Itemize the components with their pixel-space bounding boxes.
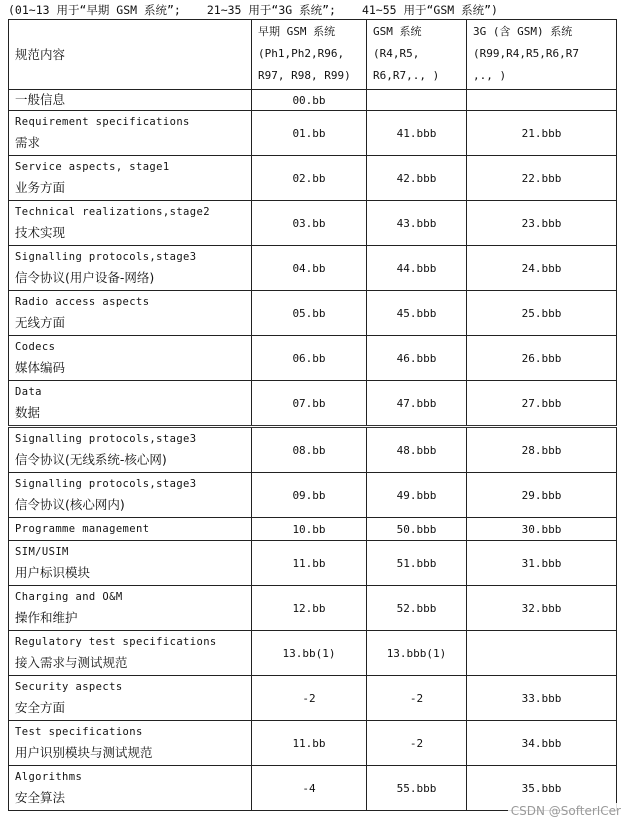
table-row (9, 676, 617, 721)
table-row (9, 721, 617, 766)
row-gsm-number: 46.bbb (367, 336, 467, 381)
row-spec-name: Security aspects 安全方面 (9, 676, 252, 721)
row-gsm-number: 51.bbb (367, 541, 467, 586)
header-early-gsm: 早期 GSM 系统 (Ph1,Ph2,R96, R97, R98, R99) (252, 20, 367, 90)
row-early-number: 00.bb (252, 90, 367, 111)
row-gsm-number: 44.bbb (367, 246, 467, 291)
watermark: CSDN @SofterICer (508, 803, 624, 819)
table-row (9, 111, 617, 156)
row-early-number: 08.bb (252, 427, 367, 473)
row-spec-name: Test specifications 用户识别模块与测试规范 (9, 721, 252, 766)
row-3g-number: 21.bbb (467, 111, 617, 156)
row-early-number: 05.bb (252, 291, 367, 336)
row-spec-name: 一般信息 (9, 90, 252, 111)
caption-part-early: (01~13 用于“早期 GSM 系统”; (8, 3, 181, 17)
row-3g-number: 30.bbb (467, 518, 617, 541)
row-gsm-number: 47.bbb (367, 381, 467, 427)
row-early-number: 10.bb (252, 518, 367, 541)
table-row (9, 156, 617, 201)
table-caption (8, 0, 628, 20)
row-3g-number: 31.bbb (467, 541, 617, 586)
row-gsm-number: -2 (367, 676, 467, 721)
table-row (9, 427, 617, 473)
row-3g-number: 23.bbb (467, 201, 617, 246)
row-3g-number (467, 631, 617, 676)
row-early-number: 04.bb (252, 246, 367, 291)
row-gsm-number: 42.bbb (367, 156, 467, 201)
header-spec-content: 规范内容 (9, 20, 252, 90)
header-row (9, 20, 617, 90)
table-row (9, 336, 617, 381)
table-row (9, 541, 617, 586)
row-early-number: 01.bb (252, 111, 367, 156)
row-spec-name: Technical realizations,stage2 技术实现 (9, 201, 252, 246)
row-gsm-number (367, 90, 467, 111)
row-gsm-number: 43.bbb (367, 201, 467, 246)
row-gsm-number: 48.bbb (367, 427, 467, 473)
table-row (9, 631, 617, 676)
row-3g-number: 25.bbb (467, 291, 617, 336)
row-gsm-number: 52.bbb (367, 586, 467, 631)
row-3g-number: 22.bbb (467, 156, 617, 201)
row-early-number: -4 (252, 766, 367, 811)
row-3g-number: 34.bbb (467, 721, 617, 766)
row-spec-name: Radio access aspects 无线方面 (9, 291, 252, 336)
row-gsm-number: 13.bbb(1) (367, 631, 467, 676)
table-row (9, 90, 617, 111)
row-3g-number: 29.bbb (467, 473, 617, 518)
table-row (9, 586, 617, 631)
row-spec-name: Signalling protocols,stage3 信令协议(核心网内) (9, 473, 252, 518)
table-row (9, 518, 617, 541)
row-spec-name: Signalling protocols,stage3 信令协议(用户设备-网络) (9, 246, 252, 291)
table-row (9, 381, 617, 427)
row-3g-number: 35.bbb (467, 766, 617, 811)
row-spec-name: Charging and O&M 操作和维护 (9, 586, 252, 631)
row-spec-name: Regulatory test specifications 接入需求与测试规范 (9, 631, 252, 676)
row-spec-name: SIM/USIM 用户标识模块 (9, 541, 252, 586)
row-early-number: 03.bb (252, 201, 367, 246)
row-3g-number: 32.bbb (467, 586, 617, 631)
caption-part-3g: 21~35 用于“3G 系统”; (206, 3, 336, 17)
row-3g-number: 27.bbb (467, 381, 617, 427)
row-gsm-number: 49.bbb (367, 473, 467, 518)
caption-part-gsm: 41~55 用于“GSM 系统”) (361, 3, 498, 17)
header-gsm: GSM 系统 (R4,R5, R6,R7,., ) (367, 20, 467, 90)
row-early-number: 07.bb (252, 381, 367, 427)
row-early-number: 11.bb (252, 721, 367, 766)
row-spec-name: Codecs 媒体编码 (9, 336, 252, 381)
spec-numbering-table (8, 19, 617, 811)
row-spec-name: Service aspects, stage1 业务方面 (9, 156, 252, 201)
row-spec-name: Signalling protocols,stage3 信令协议(无线系统-核心网) (9, 427, 252, 473)
header-3g: 3G (含 GSM) 系统 (R99,R4,R5,R6,R7 ,., ) (467, 20, 617, 90)
row-early-number: 02.bb (252, 156, 367, 201)
row-early-number: 06.bb (252, 336, 367, 381)
row-3g-number: 33.bbb (467, 676, 617, 721)
table-row (9, 473, 617, 518)
row-gsm-number: 45.bbb (367, 291, 467, 336)
table-row (9, 201, 617, 246)
row-3g-number: 26.bbb (467, 336, 617, 381)
row-spec-name: Algorithms 安全算法 (9, 766, 252, 811)
row-early-number: 13.bb(1) (252, 631, 367, 676)
row-early-number: 11.bb (252, 541, 367, 586)
row-spec-name: Programme management (9, 518, 252, 541)
row-3g-number (467, 90, 617, 111)
row-gsm-number: -2 (367, 721, 467, 766)
row-early-number: 12.bb (252, 586, 367, 631)
row-early-number: 09.bb (252, 473, 367, 518)
row-spec-name: Requirement specifications 需求 (9, 111, 252, 156)
row-3g-number: 28.bbb (467, 427, 617, 473)
row-gsm-number: 41.bbb (367, 111, 467, 156)
row-gsm-number: 55.bbb (367, 766, 467, 811)
row-spec-name: Data 数据 (9, 381, 252, 427)
row-gsm-number: 50.bbb (367, 518, 467, 541)
row-3g-number: 24.bbb (467, 246, 617, 291)
table-row (9, 291, 617, 336)
table-row (9, 246, 617, 291)
row-early-number: -2 (252, 676, 367, 721)
